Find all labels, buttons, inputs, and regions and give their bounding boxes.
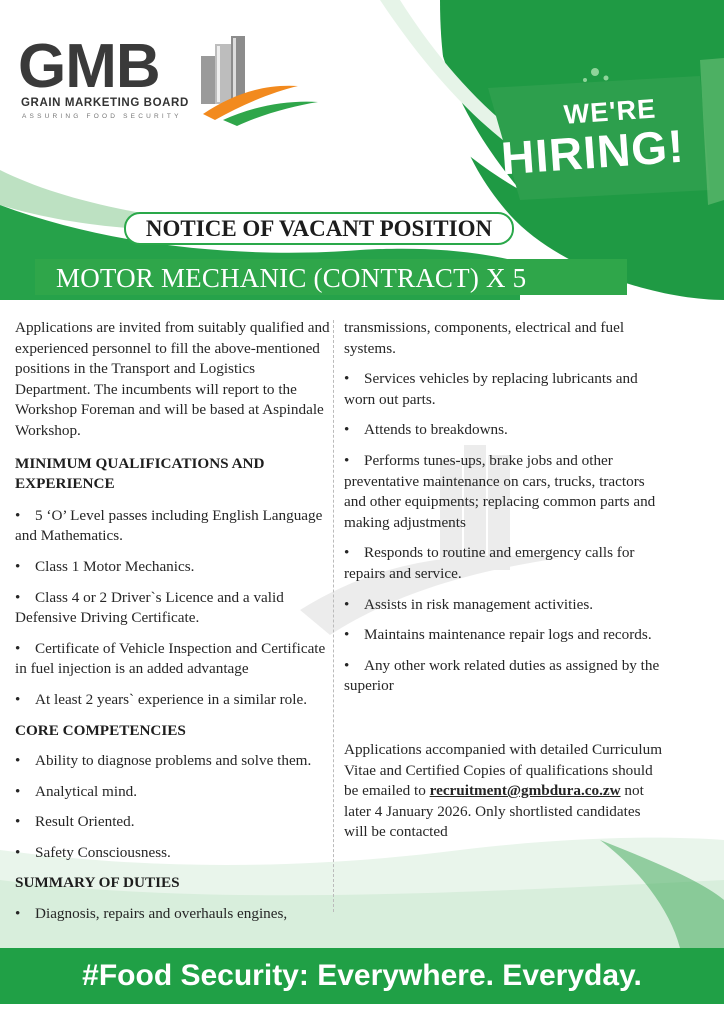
grain-silo-icon — [193, 34, 328, 129]
list-item: • Responds to routine and emergency calls for repairs and service. — [344, 544, 635, 582]
list-item: • Diagnosis, repairs and overhauls engines, — [15, 905, 288, 923]
bottom-strip — [0, 1004, 724, 1024]
recruitment-email-link[interactable]: recruitment@gmbdura.co.zw — [429, 782, 621, 800]
list-item: • Safety Consciousness. — [15, 843, 171, 861]
list-item: • Certificate of Vehicle Inspection and Certificate in fuel injection is an added advantage — [15, 639, 326, 678]
list-item: • Performs tunes-ups, brake jobs and other preventative maintenance on cars, trucks, tractors and other equipments; replacing common parts and making adjustments — [344, 451, 656, 531]
hiring-badge — [498, 92, 686, 183]
list-item: • Analytical mind. — [15, 782, 138, 800]
right-column — [344, 318, 662, 843]
application-instructions: Applications accompanied with detailed Curriculum Vitae and Certified Copies of qualifications should be emailed to recruitment@gmbdura.co.zw not later 4 January 2026. Only shortlisted candidates will be contacted — [344, 740, 663, 841]
list-item: • Services vehicles by replacing lubricants and worn out parts. — [344, 370, 638, 408]
duties-heading: SUMMARY OF DUTIES — [15, 874, 180, 892]
left-column — [15, 318, 330, 925]
position-title: MOTOR MECHANIC (CONTRACT) X 5 — [35, 259, 627, 295]
logo-wordmark: GMB — [18, 32, 160, 101]
list-item: • Attends to breakdowns. — [344, 421, 508, 439]
list-item: • 5 ‘O’ Level passes including English Language and Mathematics. — [15, 506, 323, 545]
competencies-heading: CORE COMPETENCIES — [15, 721, 186, 739]
list-item: • Class 4 or 2 Driver`s Licence and a valid Defensive Driving Certificate. — [15, 588, 284, 627]
notice-title: NOTICE OF VACANT POSITION — [124, 212, 514, 245]
list-item: • Result Oriented. — [15, 813, 135, 831]
list-item: • At least 2 years` experience in a similar role. — [15, 690, 307, 708]
qualifications-heading: MINIMUM QUALIFICATIONS AND EXPERIENCE — [15, 454, 265, 493]
list-item: • Assists in risk management activities. — [344, 595, 594, 613]
logo-subtitle: GRAIN MARKETING BOARD — [21, 97, 189, 109]
hiring-top-text: WE'RE — [562, 93, 658, 130]
logo-tagline: ASSURING FOOD SECURITY — [22, 113, 182, 120]
footer-slogan: #Food Security: Everywhere. Everyday. — [0, 948, 724, 1004]
gmb-logo — [18, 34, 318, 134]
hiring-big-text: HIRING! — [499, 119, 686, 185]
list-item: • Ability to diagnose problems and solve them. — [15, 752, 312, 770]
list-item: • Maintains maintenance repair logs and records. — [344, 626, 652, 644]
duties-continued: transmissions, components, electrical and fuel systems. — [344, 319, 625, 357]
column-divider — [333, 320, 334, 912]
list-item: • Class 1 Motor Mechanics. — [15, 557, 195, 575]
intro-paragraph: Applications are invited from suitably qualified and experienced personnel to fill the above-mentioned positions in the Transport and Logistics Department. The incumbents will report to the Workshop Foreman and will be based at Aspindale Workshop. — [15, 319, 330, 439]
list-item: • Any other work related duties as assigned by the superior — [344, 656, 660, 695]
